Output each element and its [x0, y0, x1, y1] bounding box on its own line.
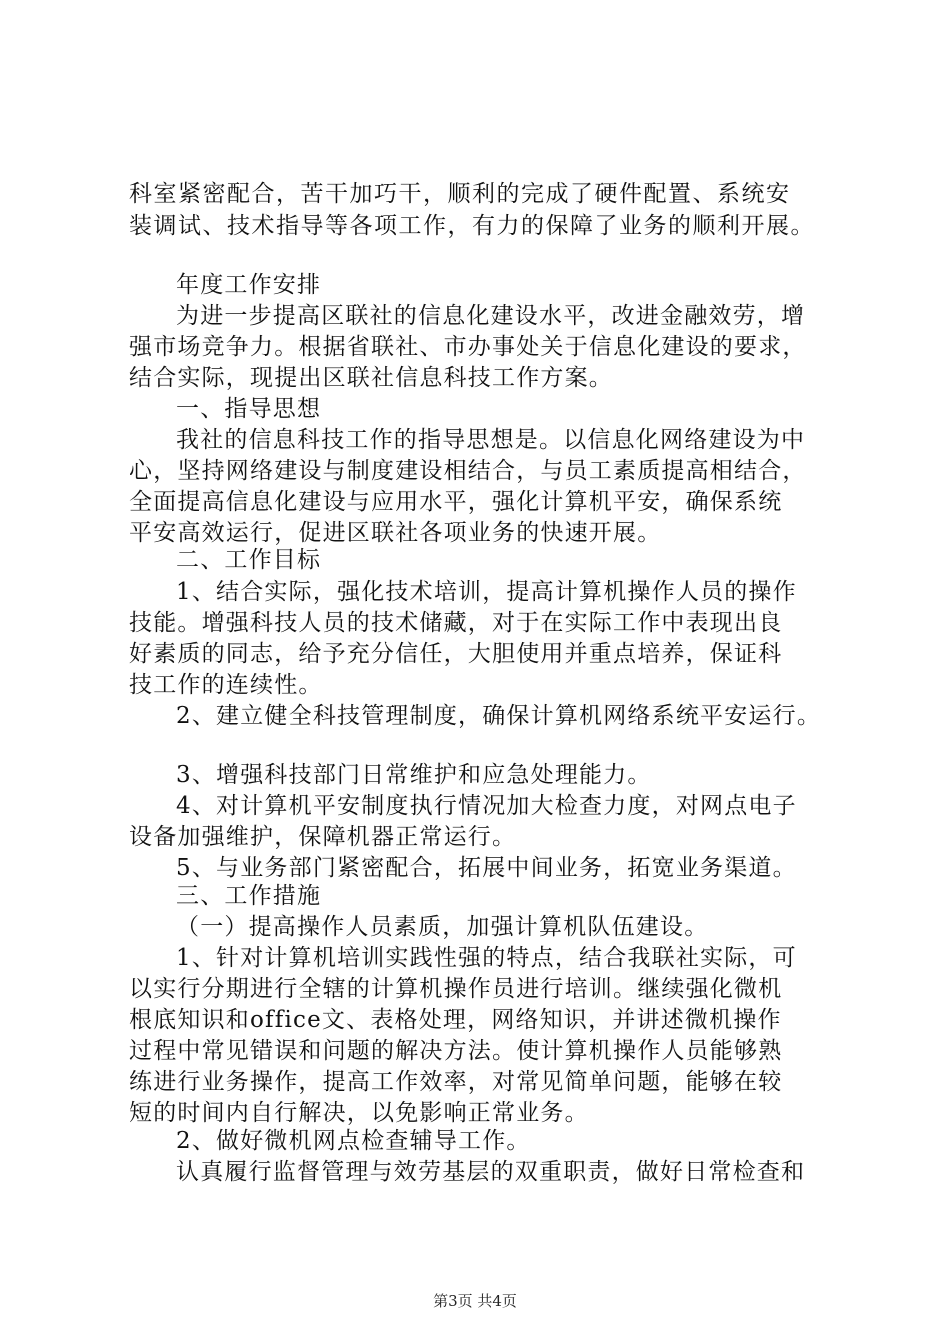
text-line: 认真履行监督管理与效劳基层的双重职责，做好日常检查和 [176, 1159, 806, 1185]
text-line: 4、对计算机平安制度执行情况加大检查力度，对网点电子 [176, 793, 797, 819]
section-heading: 三、工作措施 [176, 883, 322, 909]
text-line: 1、结合实际，强化技术培训，提高计算机操作人员的操作 [176, 579, 797, 605]
section-heading: 年度工作安排 [176, 272, 322, 298]
text-line: 以实行分期进行全辖的计算机操作员进行培训。继续强化微机 [129, 976, 783, 1002]
text-line: 短的时间内自行解决，以免影响正常业务。 [129, 1100, 589, 1126]
text-line: 技工作的连续性。 [129, 672, 323, 698]
text-line: 1、针对计算机培训实践性强的特点，结合我联社实际，可 [176, 945, 797, 971]
text-line: 结合实际，现提出区联社信息科技工作方案。 [129, 365, 613, 391]
subsection-heading: （一）提高操作人员素质，加强计算机队伍建设。 [176, 914, 709, 940]
text-line: 技能。增强科技人员的技术储藏，对于在实际工作中表现出良 [129, 610, 783, 636]
section-heading: 一、指导思想 [176, 396, 322, 422]
text-line: 2、做好微机网点检查辅导工作。 [176, 1128, 531, 1154]
text-line: 2、建立健全科技管理制度，确保计算机网络系统平安运行。 [176, 703, 822, 729]
text-line: 平安高效运行，促进区联社各项业务的快速开展。 [129, 520, 662, 546]
text-line: 装调试、技术指导等各项工作，有力的保障了业务的顺利开展。 [129, 213, 815, 239]
text-line: 设备加强维护，保障机器正常运行。 [129, 824, 517, 850]
text-line: 过程中常见错误和问题的解决方法。使计算机操作人员能够熟 [129, 1038, 783, 1064]
text-line: 好素质的同志，给予充分信任，大胆使用并重点培养，保证科 [129, 641, 783, 667]
text-line: 全面提高信息化建设与应用水平，强化计算机平安，确保系统 [129, 489, 783, 515]
text-line: 根底知识和office文、表格处理，网络知识，并讲述微机操作 [129, 1007, 782, 1033]
text-line: 科室紧密配合，苦干加巧干，顺利的完成了硬件配置、系统安 [129, 181, 791, 207]
text-line: 强市场竞争力。根据省联社、市办事处关于信息化建设的要求， [129, 334, 807, 360]
text-line: 我社的信息科技工作的指导思想是。以信息化网络建设为中 [176, 427, 806, 453]
section-heading: 二、工作目标 [176, 547, 322, 573]
page-number-footer: 第3页 共4页 [433, 1292, 517, 1310]
text-line: 3、增强科技部门日常维护和应急处理能力。 [176, 762, 652, 788]
text-line: 5、与业务部门紧密配合，拓展中间业务，拓宽业务渠道。 [176, 855, 797, 881]
text-line: 心，坚持网络建设与制度建设相结合，与员工素质提高相结合， [129, 458, 807, 484]
text-line: 练进行业务操作，提高工作效率，对常见简单问题，能够在较 [129, 1069, 783, 1095]
text-line: 为进一步提高区联社的信息化建设水平，改进金融效劳，增 [176, 303, 806, 329]
